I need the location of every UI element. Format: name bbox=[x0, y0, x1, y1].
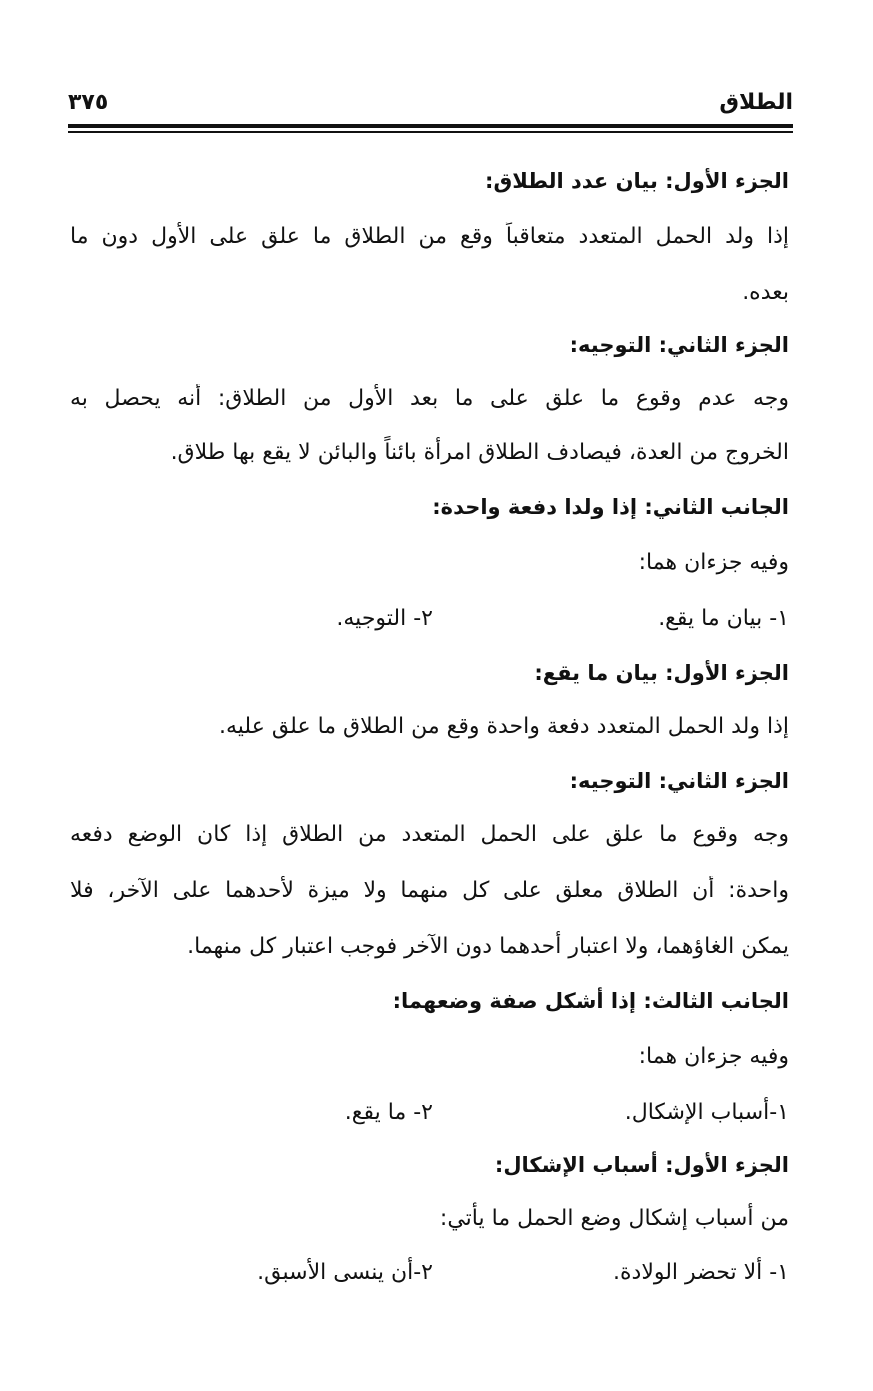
paragraph-line: إذا ولد الحمل المتعدد متعاقباً وقع من الطلاق ما علق على الأول دون ما bbox=[70, 224, 789, 249]
paragraph-line: وجه وقوع ما علق على الحمل المتعدد من الطلاق إذا كان الوضع دفعه bbox=[70, 822, 789, 847]
header-rule-thin bbox=[68, 131, 793, 133]
paragraph-line: بعده. bbox=[742, 280, 789, 305]
list-item: ١- بيان ما يقع. bbox=[658, 606, 789, 631]
heading-side-two: الجانب الثاني: إذا ولدا دفعة واحدة: bbox=[432, 495, 789, 519]
list-item: ٢- التوجيه. bbox=[336, 606, 433, 631]
page-header bbox=[68, 88, 793, 128]
list-item: ٢- ما يقع. bbox=[344, 1100, 433, 1125]
list-item: ١-أسباب الإشكال. bbox=[624, 1100, 789, 1125]
paragraph-line: إذا ولد الحمل المتعدد دفعة واحدة وقع من الطلاق ما علق عليه. bbox=[218, 714, 789, 739]
heading-side-three: الجانب الثالث: إذا أشكل صفة وضعهما: bbox=[392, 989, 789, 1013]
heading-part-one-causes: الجزء الأول: أسباب الإشكال: bbox=[494, 1153, 789, 1177]
page-number: ٣٧٥ bbox=[68, 90, 109, 115]
paragraph-line: من أسباب إشكال وضع الحمل ما يأتي: bbox=[439, 1206, 789, 1231]
paragraph-line: واحدة: أن الطلاق معلق على كل منهما ولا ميزة لأحدهما على الآخر، فلا bbox=[70, 878, 789, 903]
paragraph-line: الخروج من العدة، فيصادف الطلاق امرأة بائناً والبائن لا يقع بها طلاق. bbox=[170, 440, 789, 465]
heading-part-one-count: الجزء الأول: بيان عدد الطلاق: bbox=[485, 169, 789, 193]
paragraph-line: وفيه جزءان هما: bbox=[638, 550, 789, 575]
paragraph-line: يمكن الغاؤهما، ولا اعتبار أحدهما دون الآخر فوجب اعتبار كل منهما. bbox=[187, 934, 789, 959]
heading-part-two-direction: الجزء الثاني: التوجيه: bbox=[569, 333, 789, 357]
list-item: ٢-أن ينسى الأسبق. bbox=[257, 1260, 433, 1285]
paragraph-line: وجه عدم وقوع ما علق على ما بعد الأول من الطلاق: أنه يحصل به bbox=[70, 386, 789, 411]
heading-part-one-what-occurs: الجزء الأول: بيان ما يقع: bbox=[534, 661, 789, 685]
list-item: ١- ألا تحضر الولادة. bbox=[613, 1260, 789, 1285]
heading-part-two-direction: الجزء الثاني: التوجيه: bbox=[569, 769, 789, 793]
paragraph-line: وفيه جزءان هما: bbox=[638, 1044, 789, 1069]
header-rule-thick bbox=[68, 124, 793, 128]
running-title: الطلاق bbox=[719, 90, 793, 115]
